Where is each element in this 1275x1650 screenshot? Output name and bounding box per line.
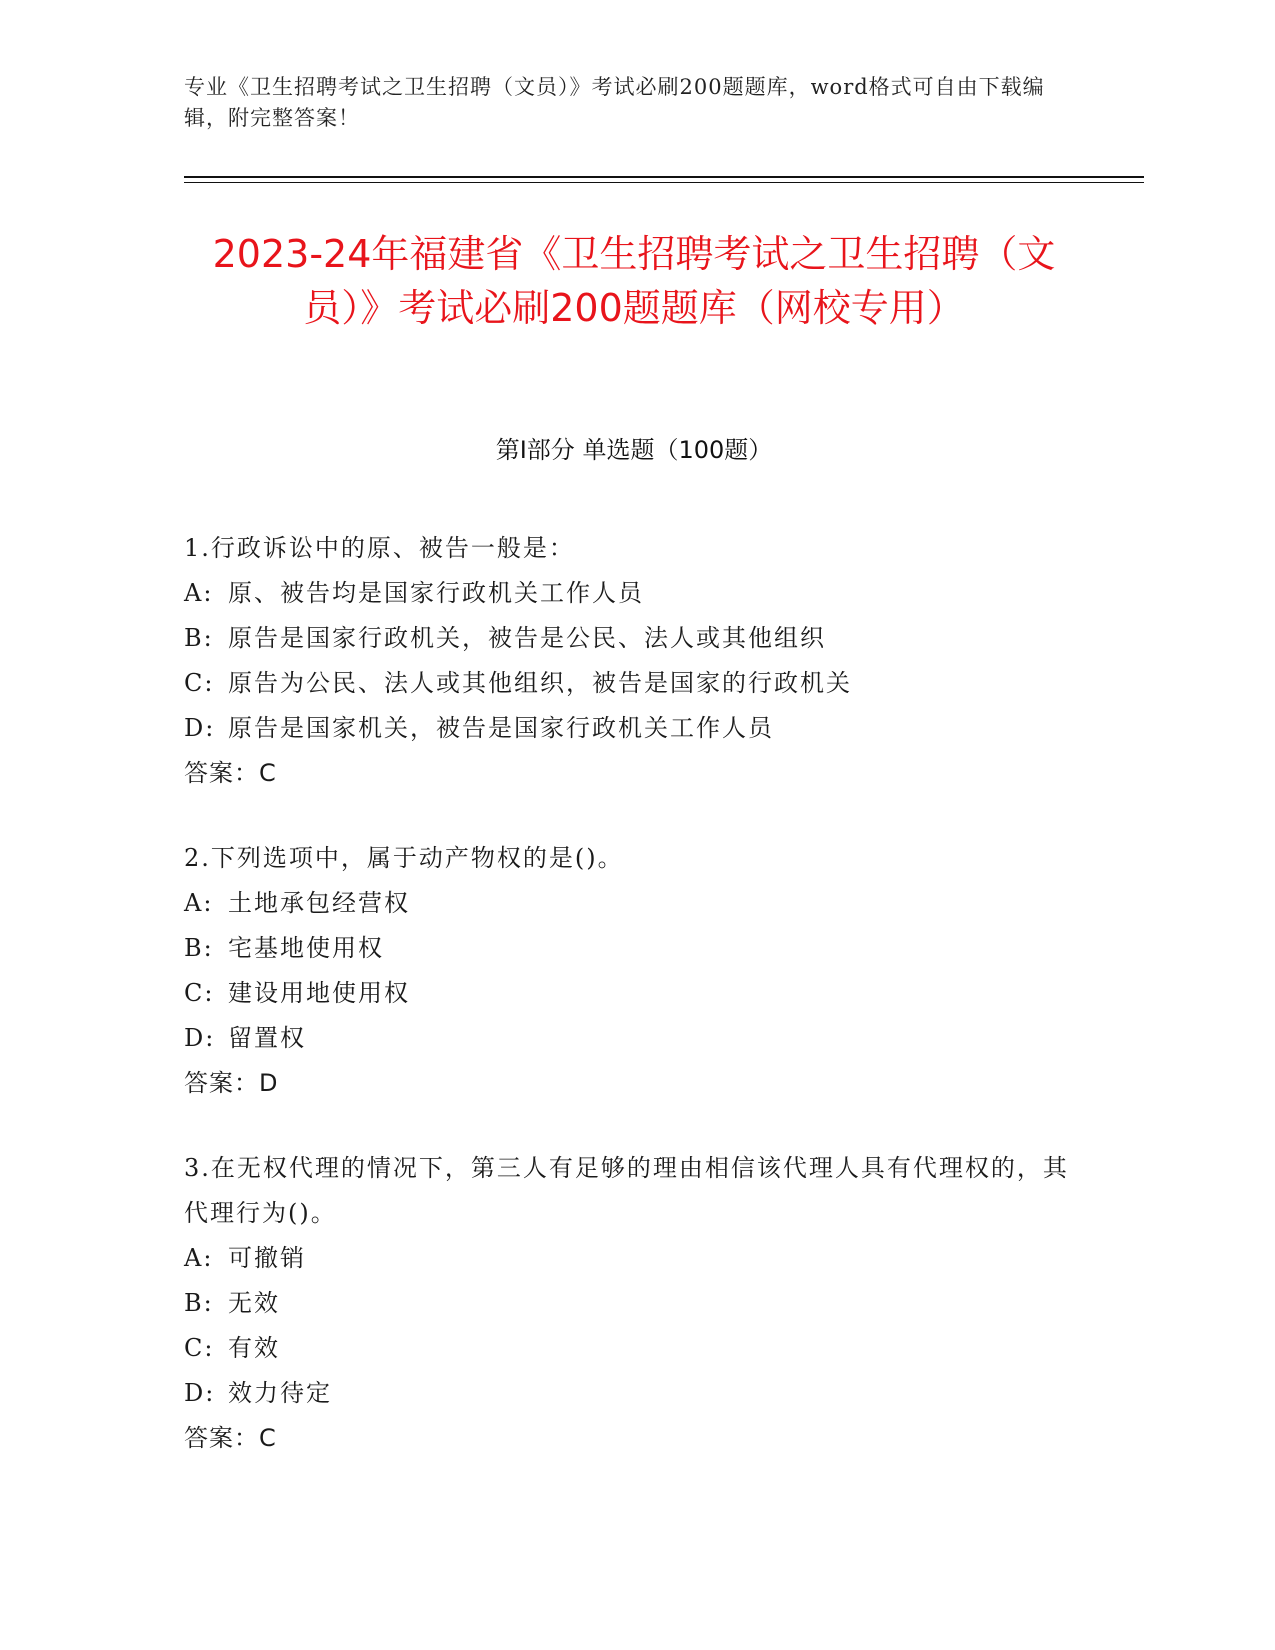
option-letter: C: bbox=[184, 979, 215, 1007]
option-text: 原告为公民、法人或其他组织，被告是国家的行政机关 bbox=[228, 669, 852, 697]
section-heading: 第Ⅰ部分 单选题（100题） bbox=[495, 436, 773, 464]
option-letter: B: bbox=[184, 1289, 214, 1317]
question-list bbox=[184, 526, 1074, 1501]
option-letter: D: bbox=[184, 714, 216, 742]
option-a bbox=[184, 881, 1074, 926]
option-c bbox=[184, 971, 1074, 1016]
option-text: 建设用地使用权 bbox=[228, 979, 410, 1007]
option-d bbox=[184, 706, 1074, 751]
option-letter: D: bbox=[184, 1024, 216, 1052]
option-c bbox=[184, 661, 1074, 706]
option-a bbox=[184, 1236, 1074, 1281]
question-1 bbox=[184, 526, 1074, 796]
option-b bbox=[184, 926, 1074, 971]
question-3 bbox=[184, 1146, 1074, 1461]
option-letter: D: bbox=[184, 1379, 216, 1407]
header-divider-thin bbox=[184, 182, 1144, 183]
header-divider-thick bbox=[184, 176, 1144, 178]
question-2 bbox=[184, 836, 1074, 1106]
option-text: 宅基地使用权 bbox=[228, 934, 384, 962]
document-title: 2023-24年福建省《卫生招聘考试之卫生招聘（文员）》考试必刷200题题库（网校专用） bbox=[212, 232, 1056, 330]
question-stem: 1.行政诉讼中的原、被告一般是： bbox=[184, 534, 575, 562]
option-letter: C: bbox=[184, 1334, 215, 1362]
option-text: 原、被告均是国家行政机关工作人员 bbox=[228, 579, 644, 607]
option-d bbox=[184, 1371, 1074, 1416]
option-text: 可撤销 bbox=[228, 1244, 306, 1272]
option-letter: A: bbox=[184, 889, 214, 917]
option-text: 有效 bbox=[228, 1334, 280, 1362]
question-stem: 2.下列选项中，属于动产物权的是()。 bbox=[184, 844, 624, 872]
option-text: 土地承包经营权 bbox=[228, 889, 410, 917]
option-text: 原告是国家机关，被告是国家行政机关工作人员 bbox=[228, 714, 774, 742]
option-text: 无效 bbox=[228, 1289, 280, 1317]
answer-line: 答案：C bbox=[184, 1424, 277, 1452]
option-a bbox=[184, 571, 1074, 616]
option-c bbox=[184, 1326, 1074, 1371]
option-letter: A: bbox=[184, 1244, 214, 1272]
option-b bbox=[184, 1281, 1074, 1326]
header-note: 专业《卫生招聘考试之卫生招聘（文员）》考试必刷200题题库，word格式可自由下载编辑，附完整答案！ bbox=[184, 75, 1045, 130]
option-letter: A: bbox=[184, 579, 214, 607]
option-d bbox=[184, 1016, 1074, 1061]
answer-line: 答案：C bbox=[184, 759, 277, 787]
option-letter: B: bbox=[184, 934, 214, 962]
question-stem: 3.在无权代理的情况下，第三人有足够的理由相信该代理人具有代理权的，其代理行为()。 bbox=[184, 1154, 1069, 1227]
answer-line: 答案：D bbox=[184, 1069, 279, 1097]
option-text: 原告是国家行政机关，被告是公民、法人或其他组织 bbox=[228, 624, 826, 652]
option-b bbox=[184, 616, 1074, 661]
option-letter: B: bbox=[184, 624, 214, 652]
option-text: 效力待定 bbox=[228, 1379, 332, 1407]
option-text: 留置权 bbox=[228, 1024, 306, 1052]
option-letter: C: bbox=[184, 669, 215, 697]
